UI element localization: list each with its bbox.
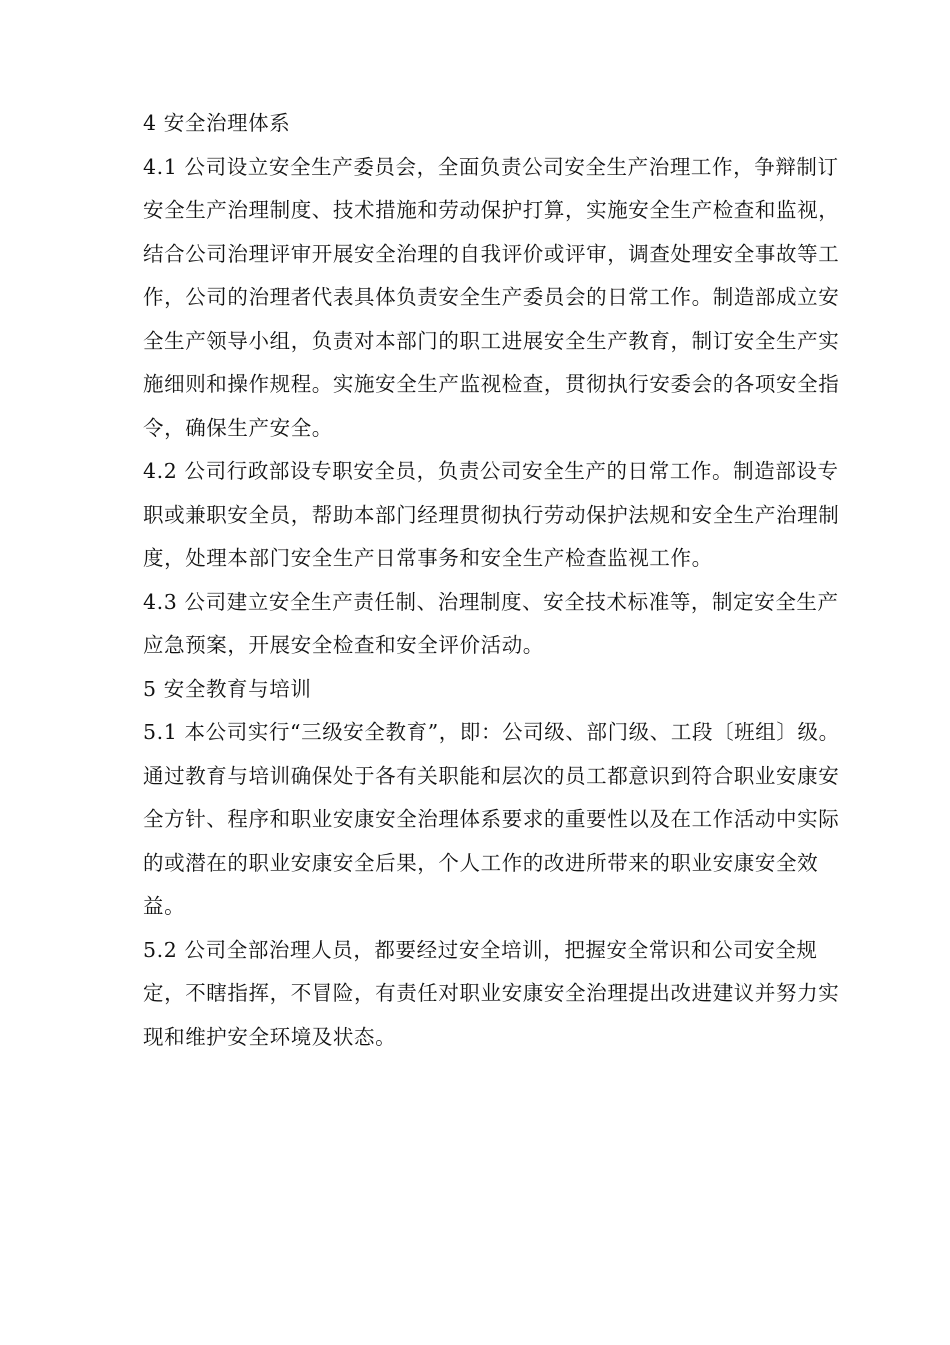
section-heading-5: 5 安全教育与培训	[143, 676, 312, 701]
paragraph-4-3: 4.3 公司建立安全生产责任制、治理制度、安全技术标准等，制定安全生产应急预案，开展安全检查和安全评价活动。	[143, 589, 839, 657]
document-body	[143, 102, 843, 1059]
paragraph-5-2: 5.2 公司全部治理人员，都要经过安全培训，把握安全常识和公司安全规定，不瞎指挥，不冒险，有责任对职业安康安全治理提出改进建议并努力实现和维护安全环境及状态。	[143, 937, 840, 1049]
paragraph-5-1: 5.1 本公司实行“三级安全教育”，即：公司级、部门级、工段〔班组〕级。通过教育与培训确保处于各有关职能和层次的员工都意识到符合职业安康安全方针、程序和职业安康安全治理体系要求的重要性以及在工作活动中实际的或潜在的职业安康安全后果，个人工作的改进所带来的职业安康安全效益。	[143, 720, 840, 918]
paragraph-4-1: 4.1 公司设立安全生产委员会，全面负责公司安全生产治理工作，争辩制订安全生产治理制度、技术措施和劳动保护打算，实施安全生产检查和监视，结合公司治理评审开展安全治理的自我评价或评审，调查处理安全事故等工作，公司的治理者代表具体负责安全生产委员会的日常工作。制造部成立安全生产领导小组，负责对本部门的职工进展安全生产教育，制订安全生产实施细则和操作规程。实施安全生产监视检查，贯彻执行安委会的各项安全指令，确保生产安全。	[143, 154, 840, 440]
section-heading-4: 4 安全治理体系	[143, 111, 291, 135]
paragraph-4-2: 4.2 公司行政部设专职安全员，负责公司安全生产的日常工作。制造部设专职或兼职安全员，帮助本部门经理贯彻执行劳动保护法规和安全生产治理制度，处理本部门安全生产日常事务和安全生产检查监视工作。	[143, 459, 840, 570]
